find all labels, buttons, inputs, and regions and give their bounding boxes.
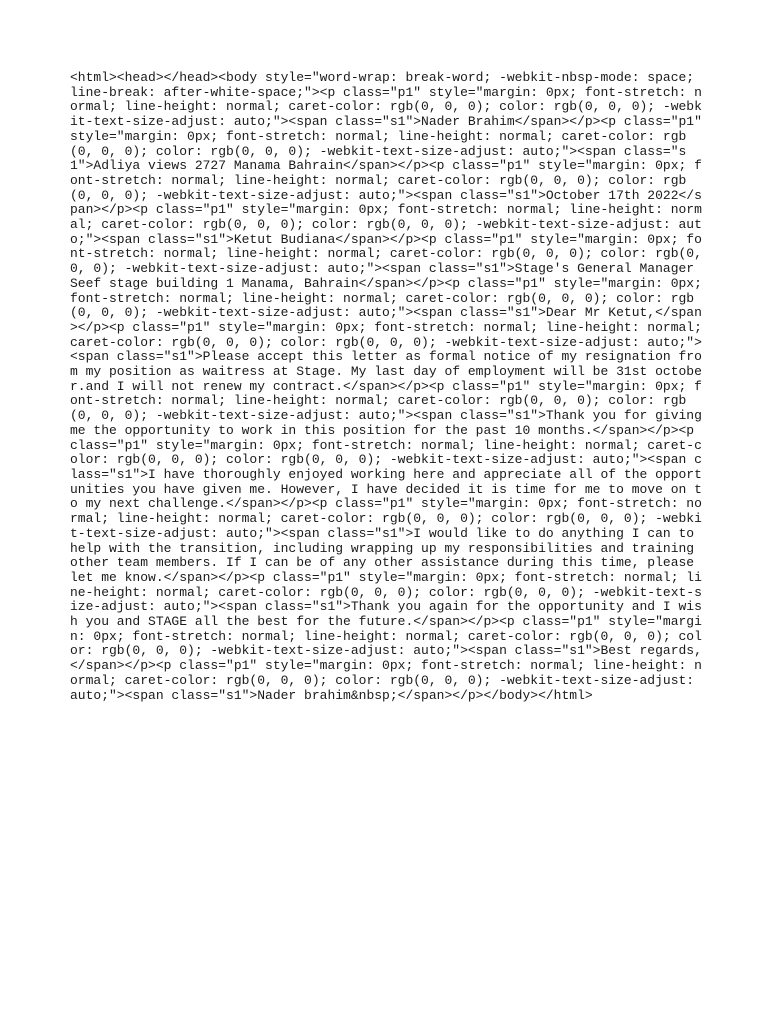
raw-html-source-text: <html><head></head><body style="word-wrap: break-word; -webkit-nbsp-mode: space; line-break: after-white-space;"><p class="p1" style="margin: 0px; font-stretch: normal; line-height: normal; caret-color: rgb(0, 0, 0); color: rgb(0, 0, 0); -webkit-text-size-adjust: auto;"><span class="s1">Nader Brahim</span></p><p class="p1" style="margin: 0px; font-stretch: normal; line-height: normal; caret-color: rgb(0, 0, 0); color: rgb(0, 0, 0); -webkit-text-size-adjust: auto;"><span class="s1">Adliya views 2727 Manama Bahrain</span></p><p class="p1" style="margin: 0px; font-stretch: normal; line-height: normal; caret-color: rgb(0, 0, 0); color: rgb(0, 0, 0); -webkit-text-size-adjust: auto;"><span class="s1">October 17th 2022</span></p><p class="p1" style="margin: 0px; font-stretch: normal; line-height: normal; caret-color: rgb(0, 0, 0); color: rgb(0, 0, 0); -webkit-text-size-adjust: auto;"><span class="s1">Ketut Budiana</span></p><p class="p1" style="margin: 0px; font-stretch: normal; line-height: normal; caret-color: rgb(0, 0, 0); color: rgb(0, 0, 0); -webkit-text-size-adjust: auto;"><span class="s1">Stage's General Manager Seef stage building 1 Manama, Bahrain</span></p><p class="p1" style="margin: 0px; font-stretch: normal; line-height: normal; caret-color: rgb(0, 0, 0); color: rgb(0, 0, 0); -webkit-text-size-adjust: auto;"><span class="s1">Dear Mr Ketut,</span></p><p class="p1" style="margin: 0px; font-stretch: normal; line-height: normal; caret-color: rgb(0, 0, 0); color: rgb(0, 0, 0); -webkit-text-size-adjust: auto;"><span class="s1">Please accept this letter as formal notice of my resignation from my position as waitress at Stage. My last day of employment will be 31st october.and I will not renew my contract.</span></p><p class="p1" style="margin: 0px; font-stretch: normal; line-height: normal; caret-color: rgb(0, 0, 0); color: rgb(0, 0, 0); -webkit-text-size-adjust: auto;"><span class="s1">Thank you for giving me the opportunity to work in this position for the past 10 months.</span></p><p class="p1" style="margin: 0px; font-stretch: normal; line-height: normal; caret-color: rgb(0, 0, 0); color: rgb(0, 0, 0); -webkit-text-size-adjust: auto;"><span class="s1">I have thoroughly enjoyed working here and appreciate all of the opportunities you have given me. However, I have decided it is time for me to move on to my next challenge.</span></p><p class="p1" style="margin: 0px; font-stretch: normal; line-height: normal; caret-color: rgb(0, 0, 0); color: rgb(0, 0, 0); -webkit-text-size-adjust: auto;"><span class="s1">I would like to do anything I can to help with the transition, including wrapping up my responsibilities and training other team members. If I can be of any other assistance during this time, please let me know.</span></p><p class="p1" style="margin: 0px; font-stretch: normal; line-height: normal; caret-color: rgb(0, 0, 0); color: rgb(0, 0, 0); -webkit-text-size-adjust: auto;"><span class="s1">Thank you again for the opportunity and I wish you and STAGE all the best for the future.</span></p><p class="p1" style="margin: 0px; font-stretch: normal; line-height: normal; caret-color: rgb(0, 0, 0); color: rgb(0, 0, 0); -webkit-text-size-adjust: auto;"><span class="s1">Best regards,</span></p><p class="p1" style="margin: 0px; font-stretch: normal; line-height: normal; caret-color: rgb(0, 0, 0); color: rgb(0, 0, 0); -webkit-text-size-adjust: auto;"><span class="s1">Nader brahim&nbsp;</span></p></body></html> [70, 70, 710, 703]
document-page [70, 70, 710, 703]
